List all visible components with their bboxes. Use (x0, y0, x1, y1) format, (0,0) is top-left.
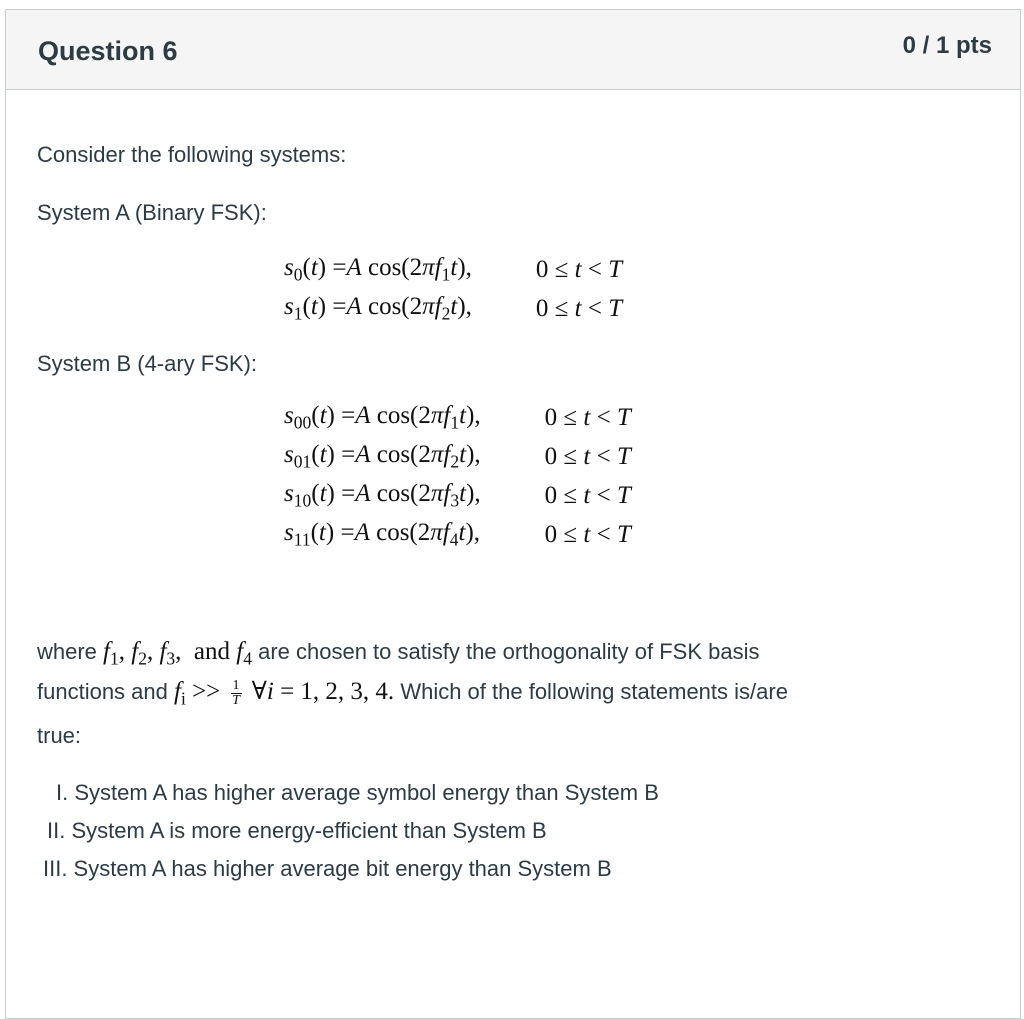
signal-expression: $s_{01}(t) =A$ $\cos(2\pi f_2t)$, (284, 440, 481, 472)
system-b-equation-row (284, 437, 631, 476)
system-b-equations (284, 398, 631, 554)
where-prefix: where (37, 639, 97, 664)
where-line-2 (37, 676, 788, 709)
time-interval: 0 ≤ t < T (535, 255, 623, 283)
condition-math: $f_i$ >> $\frac{1}{T}$ ∀i = 1, 2, 3, 4. (174, 677, 395, 709)
question-header (6, 10, 1020, 90)
time-interval: 0 ≤ t < T (535, 294, 623, 322)
system-a-equation-row (284, 289, 622, 328)
statement-3: III. System A has higher average bit energy than System B (43, 856, 612, 881)
where-text-1: are chosen to satisfy the orthogonality of FSK basis (258, 639, 760, 664)
system-a-equation-row (284, 250, 622, 289)
system-b-label: System B (4-ary FSK): (37, 351, 258, 376)
time-interval: 0 ≤ t < T (544, 481, 631, 509)
system-a-label: System A (Binary FSK): (37, 200, 267, 225)
where-text-2a: functions and (37, 679, 168, 704)
freq-list-math: $f_1$, $f_2$, $f_3$, and $f_4$ (103, 638, 252, 669)
signal-expression: $s_1(t) =A$ $\cos(2\pi f_2t)$, (284, 292, 472, 324)
statement-2: II. System A is more energy-efficient than System B (47, 818, 547, 843)
system-b-equation-row (284, 515, 631, 554)
statement-1: I. System A has higher average symbol energy than System B (56, 780, 659, 805)
system-b-equation-row (284, 476, 631, 515)
where-line-1 (37, 638, 759, 669)
signal-expression: $s_{11}(t) =A$ $\cos(2\pi f_4t)$, (284, 518, 481, 550)
question-points: 0 / 1 pts (902, 32, 992, 59)
signal-expression: $s_{00}(t) =A$ $\cos(2\pi f_1t)$, (284, 401, 481, 433)
time-interval: 0 ≤ t < T (544, 442, 631, 470)
system-a-equations (284, 250, 622, 328)
intro-text: Consider the following systems: (37, 142, 347, 167)
where-line-3: true: (37, 723, 82, 748)
time-interval: 0 ≤ t < T (544, 403, 631, 431)
where-text-2b: Which of the following statements is/are (400, 679, 788, 704)
signal-expression: $s_{10}(t) =A$ $\cos(2\pi f_3t)$, (284, 479, 481, 511)
system-b-equation-row (284, 398, 631, 437)
question-title: Question 6 (38, 36, 178, 66)
time-interval: 0 ≤ t < T (544, 520, 631, 548)
signal-expression: $s_0(t) =A$ $\cos(2\pi f_1t)$, (284, 253, 472, 285)
